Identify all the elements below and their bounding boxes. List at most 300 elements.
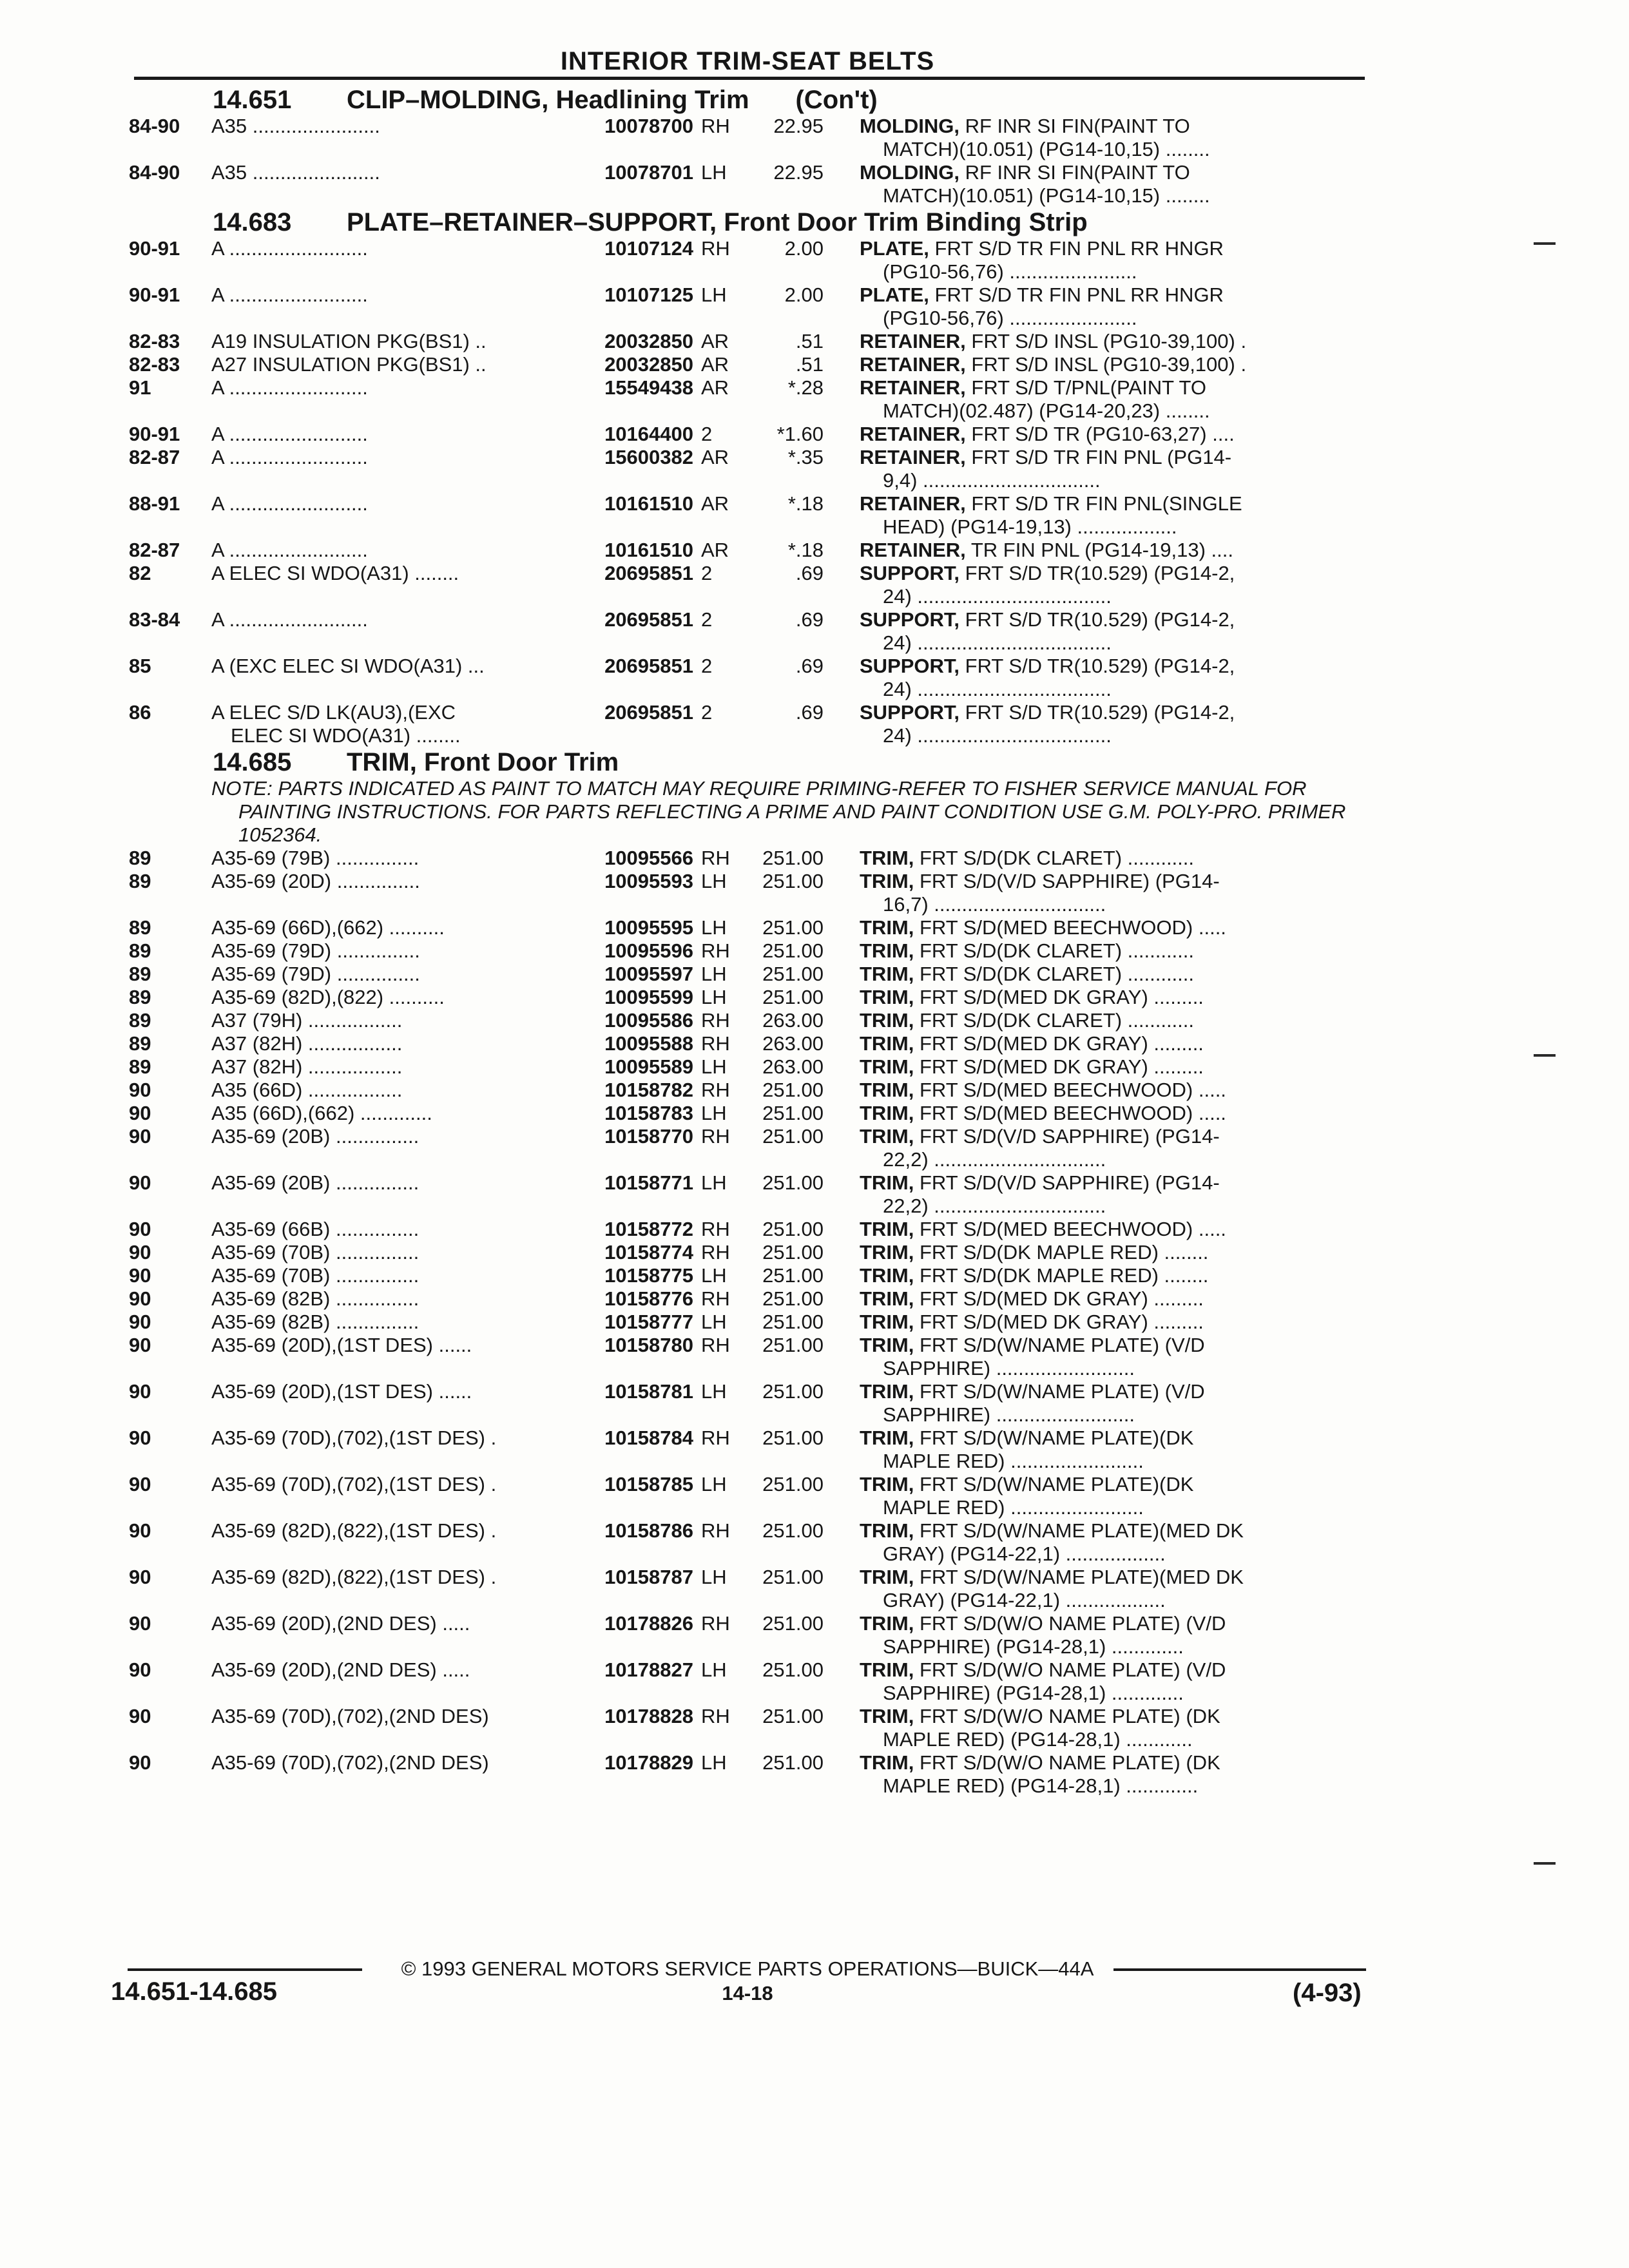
price: 251.00 <box>762 1102 824 1124</box>
part-description: TRIM, FRT S/D(DK CLARET) ............ <box>860 1009 1195 1032</box>
model-application: A37 (82H) ................. <box>211 1032 403 1055</box>
sections <box>129 85 1369 1798</box>
part-name: SUPPORT, <box>860 562 960 584</box>
model-application: A35-69 (82D),(822) .......... <box>211 986 445 1008</box>
model-application: A35-69 (20D) ............... <box>211 870 420 892</box>
part-name: TRIM, <box>860 1473 914 1495</box>
price: 251.00 <box>762 1519 824 1542</box>
price: 251.00 <box>762 1218 824 1240</box>
price: 251.00 <box>762 1473 824 1495</box>
part-name: TRIM, <box>860 1380 914 1403</box>
part-name: TRIM, <box>860 1055 914 1078</box>
model-years: 90 <box>129 1102 151 1124</box>
quantity: LH <box>701 1055 727 1078</box>
part-name: PLATE, <box>860 284 929 306</box>
price: 251.00 <box>762 1658 824 1681</box>
part-description: TRIM, FRT S/D(MED DK GRAY) ......... <box>860 986 1204 1008</box>
price: 251.00 <box>762 963 824 985</box>
part-name: TRIM, <box>860 847 914 869</box>
part-name: SUPPORT, <box>860 701 960 724</box>
part-number: 10158776 <box>604 1287 693 1310</box>
model-years: 82-83 <box>129 330 180 352</box>
model-application: A ......................... <box>211 608 368 631</box>
model-application: A35-69 (20D),(1ST DES) ...... <box>211 1380 472 1403</box>
quantity: LH <box>701 916 727 939</box>
model-application: A37 (79H) ................. <box>211 1009 403 1032</box>
part-name: MOLDING, <box>860 161 959 184</box>
part-name: TRIM, <box>860 870 914 892</box>
part-number: 10095586 <box>604 1009 693 1032</box>
section-subname: Front Door Trim Binding Strip <box>724 208 1088 236</box>
model-years: 85 <box>129 655 151 677</box>
part-description: TRIM, FRT S/D(W/NAME PLATE)(MED DK GRAY) (PG14-22,1) .................. <box>860 1519 1369 1566</box>
price: 251.00 <box>762 986 824 1008</box>
model-years: 82-87 <box>129 539 180 561</box>
part-description: RETAINER, FRT S/D INSL (PG10-39,100) . <box>860 353 1247 376</box>
model-application: A35 ....................... <box>211 115 380 137</box>
part-row <box>129 539 1369 562</box>
quantity: LH <box>701 963 727 985</box>
price: 251.00 <box>762 1566 824 1588</box>
model-application: A35-69 (70D),(702),(1ST DES) . <box>211 1427 497 1449</box>
part-number: 10095588 <box>604 1032 693 1055</box>
quantity: RH <box>701 1705 730 1727</box>
quantity: RH <box>701 1519 730 1542</box>
part-description: TRIM, FRT S/D(MED DK GRAY) ......... <box>860 1032 1204 1055</box>
quantity: RH <box>701 1612 730 1635</box>
part-row <box>129 1473 1369 1519</box>
part-row <box>129 492 1369 539</box>
model-years: 82 <box>129 562 151 584</box>
model-application: A27 INSULATION PKG(BS1) .. <box>211 353 487 376</box>
part-number: 10158780 <box>604 1334 693 1356</box>
part-number: 20695851 <box>604 608 693 631</box>
part-name: TRIM, <box>860 1171 914 1194</box>
part-number: 10107124 <box>604 237 693 260</box>
model-years: 90 <box>129 1380 151 1403</box>
part-description-cont: MAPLE RED) ........................ <box>883 1450 1144 1472</box>
part-name: TRIM, <box>860 1241 914 1264</box>
price: .69 <box>795 655 824 677</box>
price: 2.00 <box>784 237 824 260</box>
part-row <box>129 237 1369 284</box>
part-number: 10095597 <box>604 963 693 985</box>
part-number: 10158777 <box>604 1311 693 1333</box>
part-row <box>129 847 1369 870</box>
footer-revision-date: (4-93) <box>1293 1979 1362 2007</box>
part-description: TRIM, FRT S/D(MED BEECHWOOD) ..... <box>860 1102 1226 1124</box>
section-subname: Headlining Trim <box>555 86 749 114</box>
model-years: 90 <box>129 1519 151 1542</box>
model-years: 90 <box>129 1473 151 1495</box>
part-number: 10158784 <box>604 1427 693 1449</box>
part-row <box>129 963 1369 986</box>
part-number: 10158787 <box>604 1566 693 1588</box>
part-number: 10178827 <box>604 1658 693 1681</box>
part-description-cont: MAPLE RED) (PG14-28,1) ............. <box>883 1774 1199 1797</box>
model-application: A35-69 (70B) ............... <box>211 1241 419 1264</box>
part-description-cont: (PG10-56,76) ....................... <box>883 260 1137 283</box>
part-description: SUPPORT, FRT S/D TR(10.529) (PG14-2, 24) ................................... <box>860 608 1369 655</box>
quantity: LH <box>701 1473 727 1495</box>
model-application: A35-69 (66B) ............... <box>211 1218 419 1240</box>
quantity: AR <box>701 446 729 468</box>
part-description: TRIM, FRT S/D(W/O NAME PLATE) (V/D SAPPHIRE) (PG14-28,1) ............. <box>860 1658 1369 1705</box>
quantity: LH <box>701 986 727 1008</box>
part-name: TRIM, <box>860 939 914 962</box>
model-years: 90 <box>129 1658 151 1681</box>
price: 251.00 <box>762 1751 824 1774</box>
header-rule <box>134 77 1365 80</box>
part-row <box>129 1427 1369 1473</box>
part-description: TRIM, FRT S/D(W/O NAME PLATE) (DK MAPLE RED) (PG14-28,1) ............. <box>860 1751 1369 1798</box>
quantity: AR <box>701 353 729 376</box>
part-name: RETAINER, <box>860 353 966 376</box>
margin-mark <box>1534 1862 1556 1865</box>
part-description-cont: HEAD) (PG14-19,13) .................. <box>883 515 1177 538</box>
part-description-cont: GRAY) (PG14-22,1) .................. <box>883 1589 1166 1611</box>
model-application: A35 ....................... <box>211 161 380 184</box>
model-application: A ......................... <box>211 284 368 306</box>
parts-list <box>129 237 1369 747</box>
part-number: 10095599 <box>604 986 693 1008</box>
model-years: 90 <box>129 1751 151 1774</box>
part-row <box>129 1519 1369 1566</box>
section-number: 14.685 <box>213 748 292 776</box>
quantity: LH <box>701 1171 727 1194</box>
model-application: A ......................... <box>211 446 368 468</box>
part-description: TRIM, FRT S/D(V/D SAPPHIRE) (PG14- 22,2) ............................... <box>860 1171 1369 1218</box>
model-application: A35-69 (70D),(702),(1ST DES) . <box>211 1473 497 1495</box>
part-row <box>129 1612 1369 1658</box>
model-application: A ......................... <box>211 492 368 515</box>
part-name: TRIM, <box>860 1032 914 1055</box>
part-row <box>129 1380 1369 1427</box>
model-application: A35-69 (66D),(662) .......... <box>211 916 445 939</box>
part-row <box>129 701 1369 747</box>
part-description: RETAINER, FRT S/D TR (PG10-63,27) .... <box>860 423 1235 445</box>
model-application: A35-69 (20B) ............... <box>211 1171 419 1194</box>
quantity: LH <box>701 161 727 184</box>
quantity: AR <box>701 492 729 515</box>
part-description: RETAINER, FRT S/D T/PNL(PAINT TO MATCH)(02.487) (PG14-20,23) ........ <box>860 376 1369 423</box>
part-number: 10164400 <box>604 423 693 445</box>
part-description-cont: SAPPHIRE) ......................... <box>883 1357 1135 1379</box>
section-name: TRIM, Front Door Trim <box>347 748 619 776</box>
model-years: 84-90 <box>129 161 180 184</box>
part-number: 10158770 <box>604 1125 693 1148</box>
part-description: RETAINER, FRT S/D TR FIN PNL (PG14- 9,4) ................................ <box>860 446 1369 492</box>
part-row <box>129 1241 1369 1264</box>
part-description: SUPPORT, FRT S/D TR(10.529) (PG14-2, 24) ................................... <box>860 701 1369 747</box>
part-description: TRIM, FRT S/D(W/NAME PLATE)(DK MAPLE RED) ........................ <box>860 1427 1369 1473</box>
part-row <box>129 1751 1369 1798</box>
part-row <box>129 562 1369 608</box>
part-number: 10178828 <box>604 1705 693 1727</box>
part-description: TRIM, FRT S/D(MED DK GRAY) ......... <box>860 1311 1204 1333</box>
part-name: TRIM, <box>860 1125 914 1148</box>
quantity: AR <box>701 376 729 399</box>
part-name: RETAINER, <box>860 446 966 468</box>
quantity: RH <box>701 1287 730 1310</box>
model-years: 82-83 <box>129 353 180 376</box>
part-name: SUPPORT, <box>860 655 960 677</box>
quantity: LH <box>701 870 727 892</box>
part-number: 10161510 <box>604 492 693 515</box>
model-years: 90 <box>129 1125 151 1148</box>
model-years: 89 <box>129 870 151 892</box>
price: 251.00 <box>762 1427 824 1449</box>
part-description-cont: SAPPHIRE) (PG14-28,1) ............. <box>883 1682 1184 1704</box>
part-number: 10158785 <box>604 1473 693 1495</box>
model-years: 90 <box>129 1334 151 1356</box>
part-row <box>129 1102 1369 1125</box>
model-application: A35-69 (70B) ............... <box>211 1264 419 1287</box>
part-description: TRIM, FRT S/D(DK CLARET) ............ <box>860 963 1195 985</box>
model-years: 89 <box>129 939 151 962</box>
part-description: TRIM, FRT S/D(MED BEECHWOOD) ..... <box>860 916 1226 939</box>
parts-list <box>129 115 1369 207</box>
quantity: LH <box>701 1102 727 1124</box>
price: 22.95 <box>773 115 824 137</box>
quantity: RH <box>701 939 730 962</box>
part-row <box>129 446 1369 492</box>
part-description-cont: 16,7) ............................... <box>883 893 1106 916</box>
quantity: LH <box>701 1311 727 1333</box>
section-subname: Front Door Trim <box>424 748 619 776</box>
part-description: SUPPORT, FRT S/D TR(10.529) (PG14-2, 24) ................................... <box>860 655 1369 701</box>
model-application: A35-69 (20D),(2ND DES) ..... <box>211 1612 470 1635</box>
model-application: A ELEC SI WDO(A31) ........ <box>211 562 459 584</box>
part-number: 20695851 <box>604 562 693 584</box>
model-years: 90-91 <box>129 237 180 260</box>
quantity: RH <box>701 237 730 260</box>
model-years: 90-91 <box>129 423 180 445</box>
model-years: 89 <box>129 963 151 985</box>
price: 251.00 <box>762 1311 824 1333</box>
part-number: 10158786 <box>604 1519 693 1542</box>
part-description-cont: SAPPHIRE) (PG14-28,1) ............. <box>883 1635 1184 1658</box>
price: 251.00 <box>762 1287 824 1310</box>
part-description: TRIM, FRT S/D(MED DK GRAY) ......... <box>860 1055 1204 1078</box>
part-row <box>129 939 1369 963</box>
quantity: 2 <box>701 701 713 724</box>
model-years: 90 <box>129 1241 151 1264</box>
quantity: RH <box>701 1427 730 1449</box>
part-description-cont: MATCH)(10.051) (PG14-10,15) ........ <box>883 184 1210 207</box>
quantity: AR <box>701 330 729 352</box>
price: *.35 <box>787 446 824 468</box>
model-application: A35-69 (79B) ............... <box>211 847 419 869</box>
section-heading <box>129 747 1369 777</box>
model-application: A35-69 (82D),(822),(1ST DES) . <box>211 1566 497 1588</box>
part-number: 20695851 <box>604 655 693 677</box>
part-name: TRIM, <box>860 1311 914 1333</box>
part-description-cont: 24) ................................... <box>883 724 1112 747</box>
quantity: RH <box>701 1218 730 1240</box>
section-name: CLIP–MOLDING, Headlining Trim (Con't) <box>347 86 878 114</box>
model-application: A ......................... <box>211 539 368 561</box>
quantity: LH <box>701 1566 727 1588</box>
part-description-cont: SAPPHIRE) ......................... <box>883 1403 1135 1426</box>
part-description: PLATE, FRT S/D TR FIN PNL RR HNGR (PG10-56,76) ....................... <box>860 284 1369 330</box>
part-description-cont: MATCH)(02.487) (PG14-20,23) ........ <box>883 399 1210 422</box>
part-row <box>129 1334 1369 1380</box>
model-years: 91 <box>129 376 151 399</box>
part-name: TRIM, <box>860 963 914 985</box>
price: 22.95 <box>773 161 824 184</box>
part-description: TRIM, FRT S/D(V/D SAPPHIRE) (PG14- 22,2) ............................... <box>860 1125 1369 1171</box>
part-name: SUPPORT, <box>860 608 960 631</box>
part-description: PLATE, FRT S/D TR FIN PNL RR HNGR (PG10-56,76) ....................... <box>860 237 1369 284</box>
quantity: RH <box>701 115 730 137</box>
parts-list <box>129 847 1369 1798</box>
part-description: TRIM, FRT S/D(W/NAME PLATE) (V/D SAPPHIRE) ......................... <box>860 1380 1369 1427</box>
part-name: TRIM, <box>860 1079 914 1101</box>
model-years: 82-87 <box>129 446 180 468</box>
model-years: 90-91 <box>129 284 180 306</box>
part-number: 10095589 <box>604 1055 693 1078</box>
model-years: 90 <box>129 1287 151 1310</box>
model-years: 90 <box>129 1218 151 1240</box>
part-description: SUPPORT, FRT S/D TR(10.529) (PG14-2, 24) ................................... <box>860 562 1369 608</box>
model-application: A35-69 (20D),(2ND DES) ..... <box>211 1658 470 1681</box>
model-years: 90 <box>129 1264 151 1287</box>
price: 251.00 <box>762 916 824 939</box>
section-number: 14.651 <box>213 86 292 114</box>
price: .69 <box>795 562 824 584</box>
price: .51 <box>795 353 824 376</box>
part-number: 10158781 <box>604 1380 693 1403</box>
model-application: A ......................... <box>211 237 368 260</box>
part-description: TRIM, FRT S/D(MED BEECHWOOD) ..... <box>860 1218 1226 1240</box>
part-description-cont: 22,2) ............................... <box>883 1148 1106 1171</box>
model-application: A35-69 (79D) ............... <box>211 963 420 985</box>
model-application: A35-69 (82B) ............... <box>211 1311 419 1333</box>
price: *.28 <box>787 376 824 399</box>
part-row <box>129 423 1369 446</box>
part-row <box>129 1125 1369 1171</box>
margin-mark <box>1534 1054 1556 1057</box>
part-number: 10158774 <box>604 1241 693 1264</box>
part-row <box>129 330 1369 353</box>
price: 251.00 <box>762 1612 824 1635</box>
part-name: TRIM, <box>860 1427 914 1449</box>
part-number: 10158782 <box>604 1079 693 1101</box>
model-application: A ELEC S/D LK(AU3),(EXC ELEC SI WDO(A31) ........ <box>211 701 567 747</box>
part-number: 20032850 <box>604 330 693 352</box>
part-name: TRIM, <box>860 1566 914 1588</box>
model-application-cont: ELEC SI WDO(A31) ........ <box>231 724 461 747</box>
quantity: LH <box>701 1751 727 1774</box>
part-row <box>129 1705 1369 1751</box>
price: 263.00 <box>762 1032 824 1055</box>
part-name: TRIM, <box>860 986 914 1008</box>
model-years: 90 <box>129 1427 151 1449</box>
model-application: A35-69 (82D),(822),(1ST DES) . <box>211 1519 497 1542</box>
part-name: TRIM, <box>860 1751 914 1774</box>
model-years: 89 <box>129 847 151 869</box>
part-number: 10078700 <box>604 115 693 137</box>
page-header-title: INTERIOR TRIM-SEAT BELTS <box>560 47 935 75</box>
model-years: 90 <box>129 1311 151 1333</box>
part-number: 20695851 <box>604 701 693 724</box>
quantity: RH <box>701 1125 730 1148</box>
part-description: TRIM, FRT S/D(DK MAPLE RED) ........ <box>860 1241 1209 1264</box>
part-description-cont: MAPLE RED) ........................ <box>883 1496 1144 1519</box>
price: 263.00 <box>762 1009 824 1032</box>
price: 263.00 <box>762 1055 824 1078</box>
section-name: PLATE–RETAINER–SUPPORT, Front Door Trim Binding Strip <box>347 208 1088 236</box>
part-number: 10095595 <box>604 916 693 939</box>
part-name: TRIM, <box>860 1658 914 1681</box>
part-row <box>129 1032 1369 1055</box>
model-application: A35-69 (70D),(702),(2ND DES) <box>211 1705 489 1727</box>
model-years: 90 <box>129 1612 151 1635</box>
model-years: 89 <box>129 1032 151 1055</box>
part-number: 15600382 <box>604 446 693 468</box>
part-description: TRIM, FRT S/D(MED DK GRAY) ......... <box>860 1287 1204 1310</box>
part-name: RETAINER, <box>860 330 966 352</box>
part-number: 10095593 <box>604 870 693 892</box>
price: *.18 <box>787 539 824 561</box>
part-row <box>129 916 1369 939</box>
parts-catalog-body <box>129 85 1369 1798</box>
part-row <box>129 284 1369 330</box>
quantity: LH <box>701 1264 727 1287</box>
part-description-cont: 24) ................................... <box>883 631 1112 654</box>
part-description: TRIM, FRT S/D(W/O NAME PLATE) (DK MAPLE RED) (PG14-28,1) ............ <box>860 1705 1369 1751</box>
part-description: TRIM, FRT S/D(W/NAME PLATE)(DK MAPLE RED) ........................ <box>860 1473 1369 1519</box>
part-row <box>129 1287 1369 1311</box>
part-description-cont: 24) ................................... <box>883 678 1112 700</box>
price: 2.00 <box>784 284 824 306</box>
model-application: A35-69 (82B) ............... <box>211 1287 419 1310</box>
model-years: 89 <box>129 1009 151 1032</box>
part-row <box>129 1079 1369 1102</box>
part-row <box>129 1055 1369 1079</box>
price: 251.00 <box>762 1705 824 1727</box>
model-years: 90 <box>129 1079 151 1101</box>
quantity: 2 <box>701 655 713 677</box>
price: 251.00 <box>762 870 824 892</box>
price: .51 <box>795 330 824 352</box>
quantity: LH <box>701 284 727 306</box>
part-row <box>129 608 1369 655</box>
part-number: 15549438 <box>604 376 693 399</box>
part-description: RETAINER, FRT S/D TR FIN PNL(SINGLE HEAD) (PG14-19,13) .................. <box>860 492 1369 539</box>
price: 251.00 <box>762 1241 824 1264</box>
part-description-cont: GRAY) (PG14-22,1) .................. <box>883 1542 1166 1565</box>
quantity: 2 <box>701 423 713 445</box>
quantity: 2 <box>701 608 713 631</box>
model-application: A ......................... <box>211 423 368 445</box>
part-name: RETAINER, <box>860 423 966 445</box>
section-number: 14.683 <box>213 208 292 236</box>
part-row <box>129 870 1369 916</box>
part-number: 10161510 <box>604 539 693 561</box>
part-number: 10095566 <box>604 847 693 869</box>
part-name: TRIM, <box>860 1705 914 1727</box>
model-years: 90 <box>129 1566 151 1588</box>
quantity: 2 <box>701 562 713 584</box>
model-application: A35 (66D),(662) ............. <box>211 1102 432 1124</box>
part-row <box>129 115 1369 161</box>
part-name: MOLDING, <box>860 115 959 137</box>
model-application: A ......................... <box>211 376 368 399</box>
price: 251.00 <box>762 939 824 962</box>
price: .69 <box>795 701 824 724</box>
